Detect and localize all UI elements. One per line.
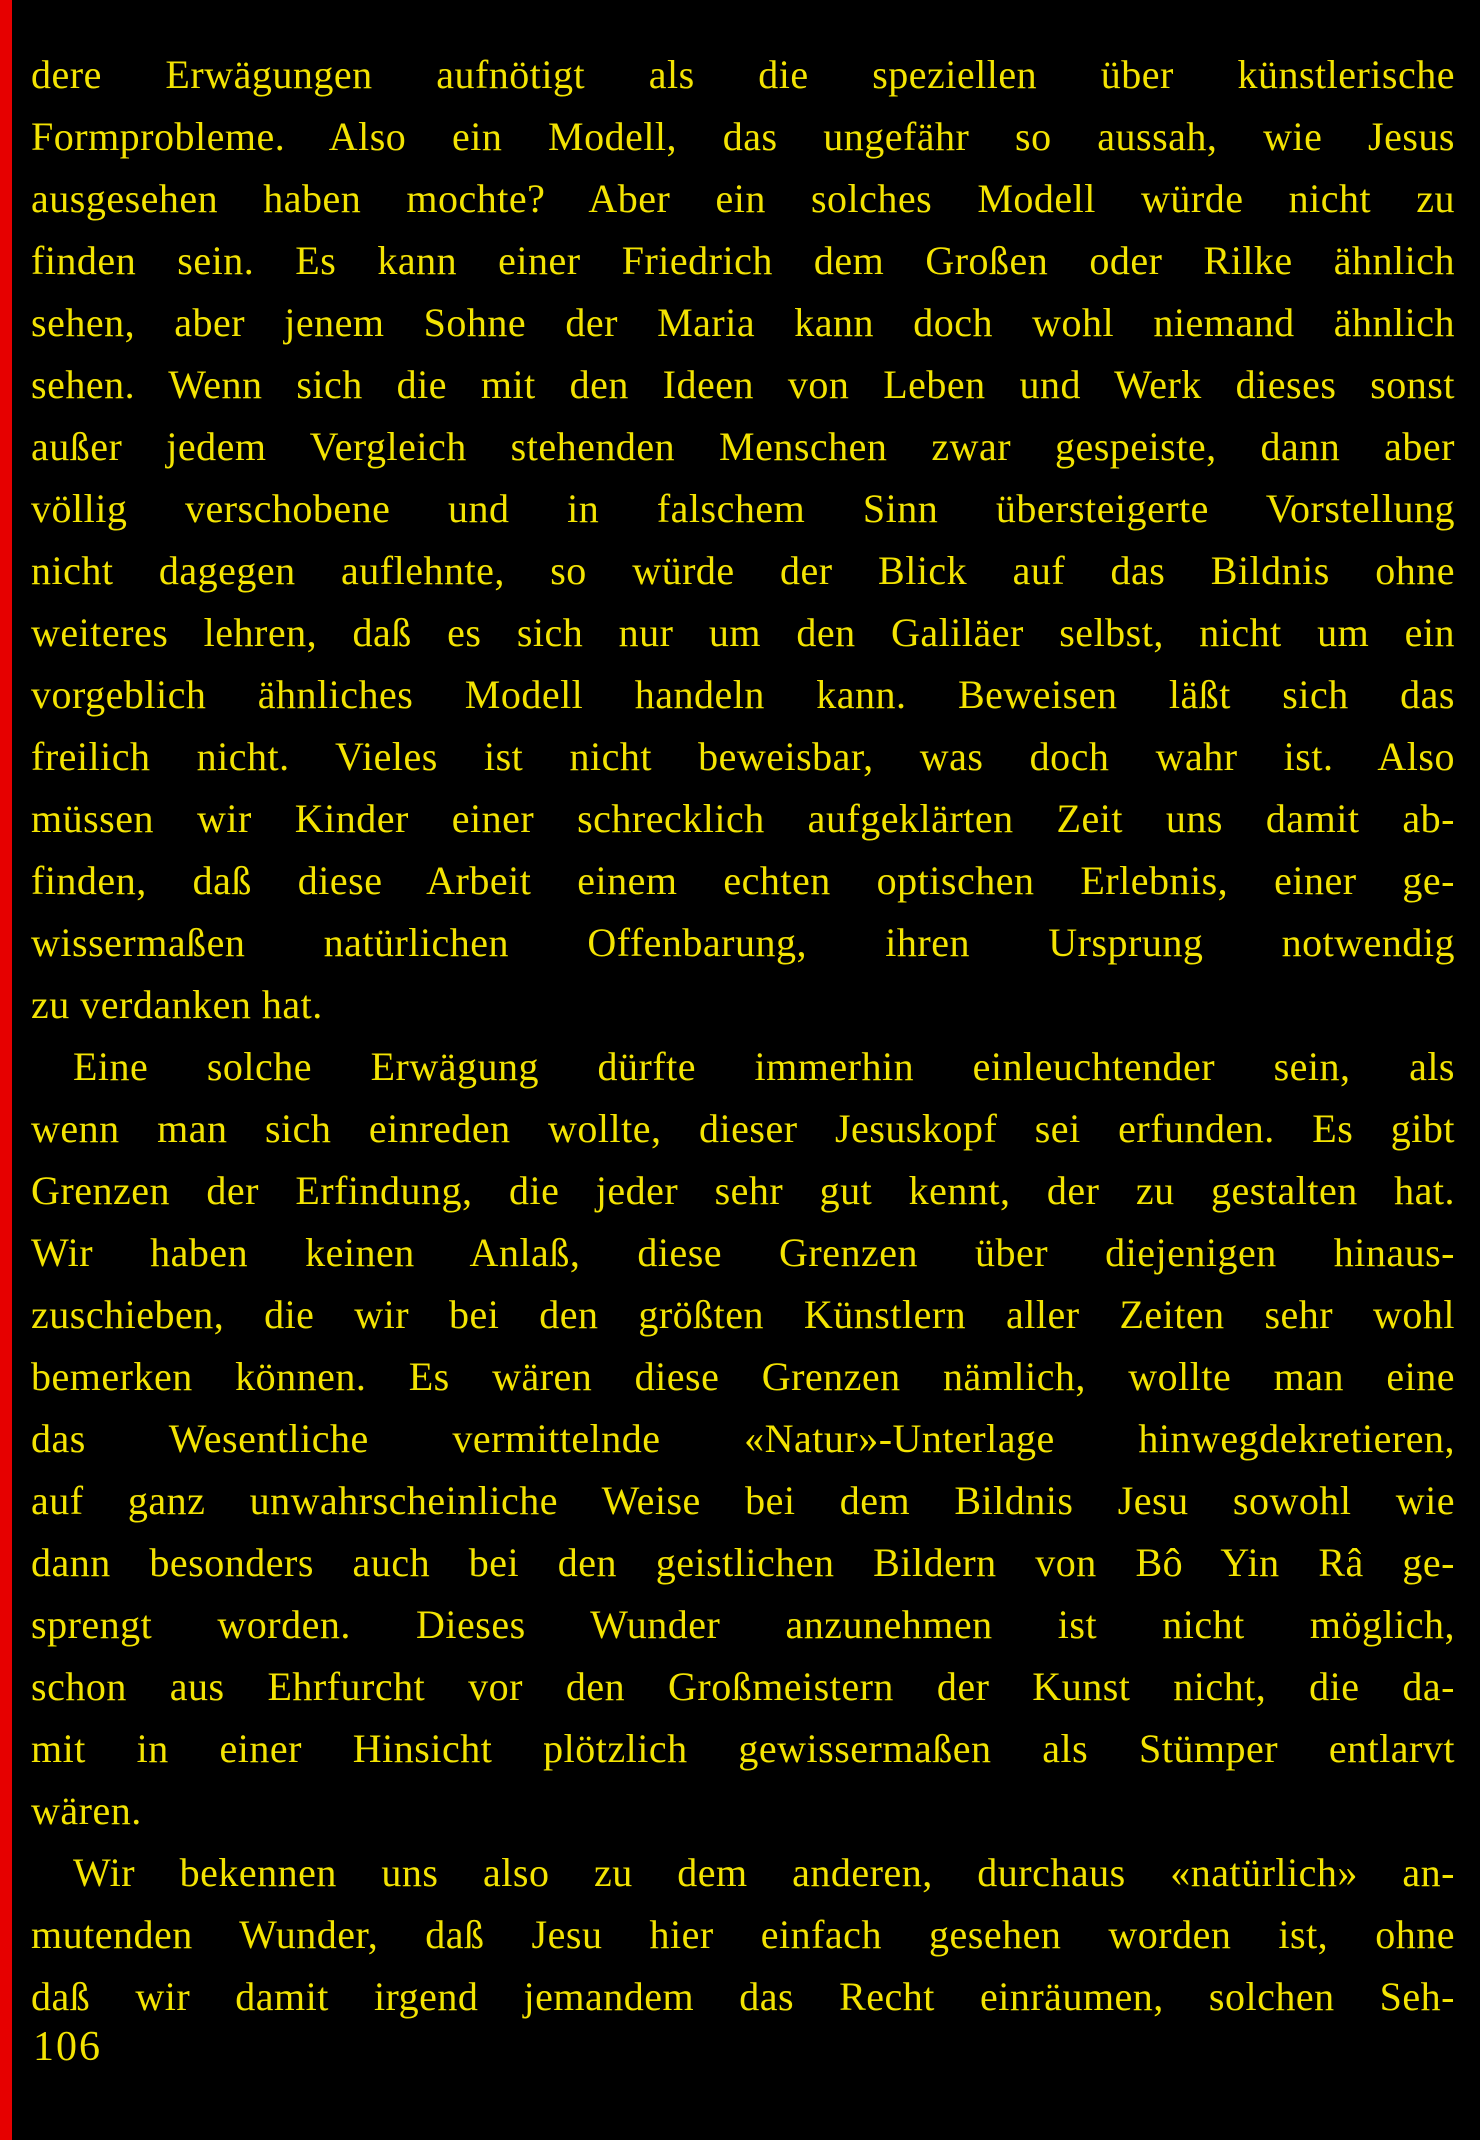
text-line: nicht dagegen auflehnte, so würde der Blick auf das Bildnis ohne xyxy=(31,548,1455,593)
text-line: vorgeblich ähnliches Modell handeln kann. Beweisen läßt sich das xyxy=(31,672,1455,717)
text-line: völlig verschobene und in falschem Sinn übersteigerte Vorstellung xyxy=(31,486,1455,531)
text-line: Wir haben keinen Anlaß, diese Grenzen über diejenigen hinaus- xyxy=(31,1230,1455,1275)
text-line: weiteres lehren, daß es sich nur um den Galiläer selbst, nicht um ein xyxy=(31,610,1455,655)
text-line: das Wesentliche vermittelnde «Natur»-Unterlage hinwegdekretieren, xyxy=(31,1416,1455,1461)
text-line: bemerken können. Es wären diese Grenzen nämlich, wollte man eine xyxy=(31,1354,1455,1399)
text-line: daß wir damit irgend jemandem das Recht einräumen, solchen Seh- xyxy=(31,1974,1455,2019)
text-line: mit in einer Hinsicht plötzlich gewissermaßen als Stümper entlarvt xyxy=(31,1726,1455,1771)
text-line: dann besonders auch bei den geistlichen Bildern von Bô Yin Râ ge- xyxy=(31,1540,1455,1585)
text-line: sehen. Wenn sich die mit den Ideen von Leben und Werk dieses sonst xyxy=(31,362,1455,407)
text-line: außer jedem Vergleich stehenden Menschen zwar gespeiste, dann aber xyxy=(31,424,1455,469)
text-block xyxy=(31,44,1455,2028)
text-line: finden sein. Es kann einer Friedrich dem Großen oder Rilke ähnlich xyxy=(31,238,1455,283)
text-line: Wir bekennen uns also zu dem anderen, durchaus «natürlich» an- xyxy=(73,1850,1455,1895)
text-line: Formprobleme. Also ein Modell, das ungefähr so aussah, wie Jesus xyxy=(31,114,1455,159)
text-line: müssen wir Kinder einer schrecklich aufgeklärten Zeit uns damit ab- xyxy=(31,796,1455,841)
text-line: Grenzen der Erfindung, die jeder sehr gut kennt, der zu gestalten hat. xyxy=(31,1168,1455,1213)
text-line: schon aus Ehrfurcht vor den Großmeistern der Kunst nicht, die da- xyxy=(31,1664,1455,1709)
text-line: dere Erwägungen aufnötigt als die speziellen über künstlerische xyxy=(31,52,1455,97)
red-margin-stripe xyxy=(0,0,12,2140)
page-number: 106 xyxy=(33,2024,102,2070)
text-line: wenn man sich einreden wollte, dieser Jesuskopf sei erfunden. Es gibt xyxy=(31,1106,1455,1151)
text-line: wären. xyxy=(31,1788,142,1833)
text-line: Eine solche Erwägung dürfte immerhin einleuchtender sein, als xyxy=(73,1044,1455,1089)
text-line: freilich nicht. Vieles ist nicht beweisbar, was doch wahr ist. Also xyxy=(31,734,1455,779)
text-line: sehen, aber jenem Sohne der Maria kann doch wohl niemand ähnlich xyxy=(31,300,1455,345)
text-line: finden, daß diese Arbeit einem echten optischen Erlebnis, einer ge- xyxy=(31,858,1455,903)
text-line: auf ganz unwahrscheinliche Weise bei dem Bildnis Jesu sowohl wie xyxy=(31,1478,1455,1523)
text-line: wissermaßen natürlichen Offenbarung, ihren Ursprung notwendig xyxy=(31,920,1455,965)
text-line: zuschieben, die wir bei den größten Künstlern aller Zeiten sehr wohl xyxy=(31,1292,1455,1337)
text-line: zu verdanken hat. xyxy=(31,982,323,1027)
text-line: ausgesehen haben mochte? Aber ein solches Modell würde nicht zu xyxy=(31,176,1455,221)
text-line: sprengt worden. Dieses Wunder anzunehmen ist nicht möglich, xyxy=(31,1602,1455,1647)
text-line: mutenden Wunder, daß Jesu hier einfach gesehen worden ist, ohne xyxy=(31,1912,1455,1957)
